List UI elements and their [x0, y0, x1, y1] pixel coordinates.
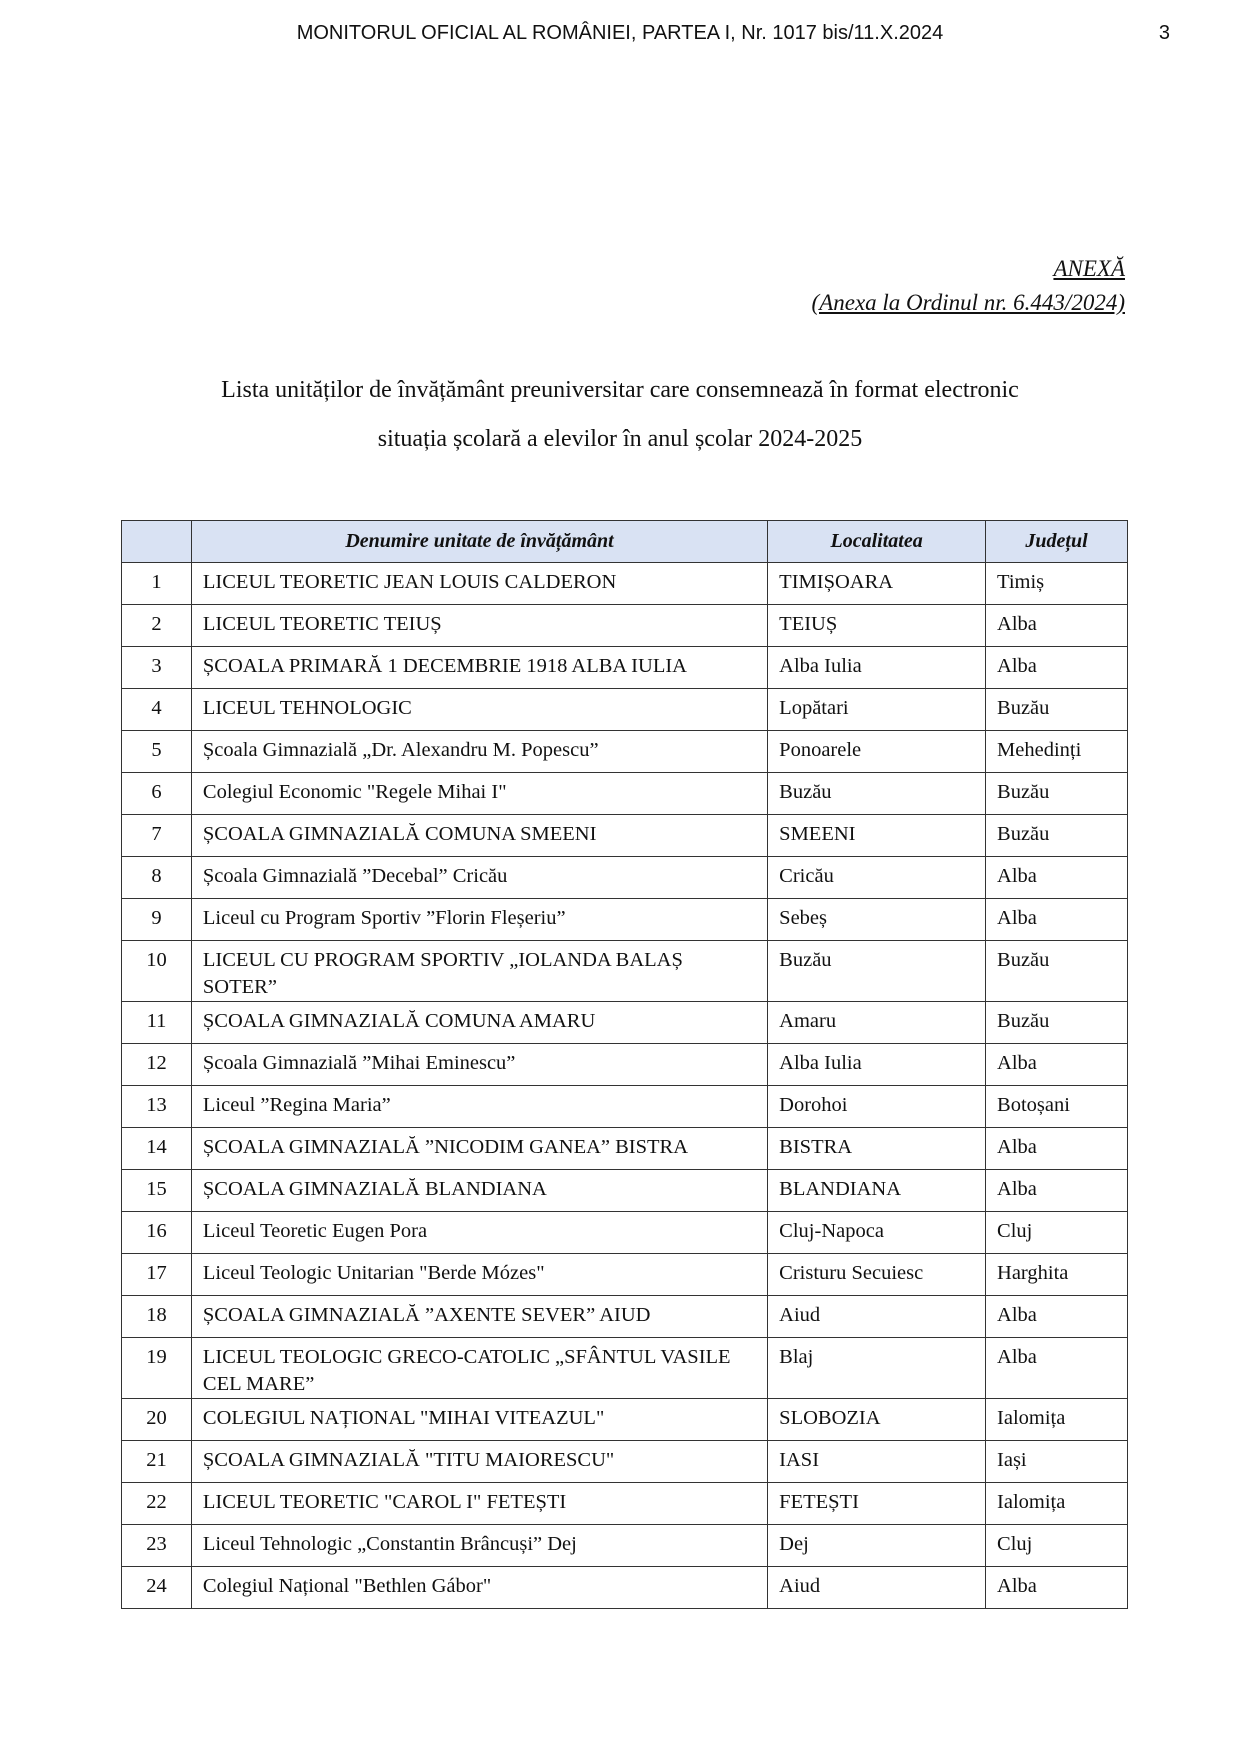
table-row	[122, 899, 1128, 941]
table-row	[122, 563, 1128, 605]
county-cell: Harghita	[986, 1254, 1128, 1296]
locality-cell: Cluj-Napoca	[768, 1212, 986, 1254]
locality-cell: Buzău	[768, 773, 986, 815]
publication-title: MONITORUL OFICIAL AL ROMÂNIEI, PARTEA I, Nr. 1017 bis/11.X.2024	[296, 22, 944, 44]
locality-cell: Aiud	[768, 1567, 986, 1609]
locality-cell: Alba Iulia	[768, 647, 986, 689]
table-row	[122, 1567, 1128, 1609]
row-number: 9	[122, 899, 192, 941]
locality-cell: BISTRA	[768, 1128, 986, 1170]
county-cell: Buzău	[986, 689, 1128, 731]
document-title-line-1: Lista unităților de învățământ preuniversitar care consemnează în format electronic	[221, 377, 1019, 403]
table-row	[122, 1399, 1128, 1441]
county-cell: Botoșani	[986, 1086, 1128, 1128]
locality-cell: Amaru	[768, 1002, 986, 1044]
locality-cell: BLANDIANA	[768, 1170, 986, 1212]
unit-name-cell: Școala Gimnazială ”Mihai Eminescu”	[191, 1044, 767, 1086]
table-row	[122, 1128, 1128, 1170]
locality-cell: IASI	[768, 1441, 986, 1483]
county-cell: Cluj	[986, 1525, 1128, 1567]
page-number: 3	[1158, 22, 1170, 44]
row-number: 8	[122, 857, 192, 899]
county-cell: Buzău	[986, 773, 1128, 815]
header-locality: Localitatea	[768, 521, 986, 563]
locality-cell: Ponoarele	[768, 731, 986, 773]
county-cell: Buzău	[986, 941, 1128, 1002]
table-header-row	[122, 521, 1128, 563]
unit-name-cell: ȘCOALA GIMNAZIALĂ "TITU MAIORESCU"	[191, 1441, 767, 1483]
table-row	[122, 941, 1128, 1002]
unit-name-cell: ȘCOALA GIMNAZIALĂ ”AXENTE SEVER” AIUD	[191, 1296, 767, 1338]
document-title-line-2: situația școlară a elevilor în anul școlar 2024-2025	[377, 426, 863, 452]
county-cell: Alba	[986, 1338, 1128, 1399]
county-cell: Alba	[986, 1567, 1128, 1609]
county-cell: Alba	[986, 899, 1128, 941]
unit-name-cell: ȘCOALA GIMNAZIALĂ ”NICODIM GANEA” BISTRA	[191, 1128, 767, 1170]
locality-cell: Blaj	[768, 1338, 986, 1399]
table-row	[122, 857, 1128, 899]
county-cell: Alba	[986, 1044, 1128, 1086]
unit-name-cell: COLEGIUL NAȚIONAL "MIHAI VITEAZUL"	[191, 1399, 767, 1441]
table-row	[122, 773, 1128, 815]
unit-name-cell: Școala Gimnazială „Dr. Alexandru M. Popescu”	[191, 731, 767, 773]
document-title	[120, 366, 1120, 464]
annex-label: ANEXĂ	[1053, 256, 1125, 281]
row-number: 23	[122, 1525, 192, 1567]
table-row	[122, 1254, 1128, 1296]
table-row	[122, 1296, 1128, 1338]
unit-name-cell: Liceul Teoretic Eugen Pora	[191, 1212, 767, 1254]
row-number: 19	[122, 1338, 192, 1399]
unit-name-cell: Liceul Tehnologic „Constantin Brâncuși” Dej	[191, 1525, 767, 1567]
table-row	[122, 647, 1128, 689]
locality-cell: Dorohoi	[768, 1086, 986, 1128]
unit-name-cell: LICEUL TEOLOGIC GRECO-CATOLIC „SFÂNTUL VASILE CEL MARE”	[191, 1338, 767, 1399]
locality-cell: SMEENI	[768, 815, 986, 857]
row-number: 10	[122, 941, 192, 1002]
unit-name-cell: ȘCOALA GIMNAZIALĂ COMUNA SMEENI	[191, 815, 767, 857]
row-number: 20	[122, 1399, 192, 1441]
table-row	[122, 815, 1128, 857]
unit-name-cell: LICEUL CU PROGRAM SPORTIV „IOLANDA BALAȘ SOTER”	[191, 941, 767, 1002]
row-number: 21	[122, 1441, 192, 1483]
county-cell: Mehedinți	[986, 731, 1128, 773]
locality-cell: Cristuru Secuiesc	[768, 1254, 986, 1296]
table-row	[122, 731, 1128, 773]
table-row	[122, 1212, 1128, 1254]
county-cell: Buzău	[986, 815, 1128, 857]
table-row	[122, 1483, 1128, 1525]
row-number: 1	[122, 563, 192, 605]
locality-cell: Buzău	[768, 941, 986, 1002]
annex-block	[812, 252, 1125, 320]
header-number	[122, 521, 192, 563]
row-number: 22	[122, 1483, 192, 1525]
unit-name-cell: Liceul Teologic Unitarian "Berde Mózes"	[191, 1254, 767, 1296]
table-row	[122, 689, 1128, 731]
row-number: 18	[122, 1296, 192, 1338]
locality-cell: Sebeș	[768, 899, 986, 941]
row-number: 5	[122, 731, 192, 773]
row-number: 11	[122, 1002, 192, 1044]
unit-name-cell: Liceul cu Program Sportiv ”Florin Fleșeriu”	[191, 899, 767, 941]
unit-name-cell: ȘCOALA GIMNAZIALĂ BLANDIANA	[191, 1170, 767, 1212]
county-cell: Buzău	[986, 1002, 1128, 1044]
row-number: 15	[122, 1170, 192, 1212]
unit-name-cell: Colegiul Național "Bethlen Gábor"	[191, 1567, 767, 1609]
row-number: 24	[122, 1567, 192, 1609]
row-number: 14	[122, 1128, 192, 1170]
unit-name-cell: Colegiul Economic "Regele Mihai I"	[191, 773, 767, 815]
locality-cell: Lopătari	[768, 689, 986, 731]
unit-name-cell: Liceul ”Regina Maria”	[191, 1086, 767, 1128]
locality-cell: TIMIȘOARA	[768, 563, 986, 605]
annex-reference: (Anexa la Ordinul nr. 6.443/2024)	[811, 290, 1125, 315]
row-number: 2	[122, 605, 192, 647]
unit-name-cell: LICEUL TEORETIC "CAROL I" FETEȘTI	[191, 1483, 767, 1525]
row-number: 16	[122, 1212, 192, 1254]
locality-cell: Cricău	[768, 857, 986, 899]
row-number: 13	[122, 1086, 192, 1128]
unit-name-cell: LICEUL TEHNOLOGIC	[191, 689, 767, 731]
table-row	[122, 1044, 1128, 1086]
table-row	[122, 605, 1128, 647]
county-cell: Alba	[986, 1296, 1128, 1338]
county-cell: Cluj	[986, 1212, 1128, 1254]
county-cell: Alba	[986, 857, 1128, 899]
locality-cell: TEIUȘ	[768, 605, 986, 647]
unit-name-cell: ȘCOALA PRIMARĂ 1 DECEMBRIE 1918 ALBA IULIA	[191, 647, 767, 689]
page-header	[0, 22, 1240, 52]
county-cell: Alba	[986, 1170, 1128, 1212]
table-row	[122, 1170, 1128, 1212]
locality-cell: FETEȘTI	[768, 1483, 986, 1525]
row-number: 4	[122, 689, 192, 731]
header-unit-name: Denumire unitate de învățământ	[191, 521, 767, 563]
header-county: Județul	[986, 521, 1128, 563]
unit-name-cell: LICEUL TEORETIC TEIUȘ	[191, 605, 767, 647]
county-cell: Ialomița	[986, 1399, 1128, 1441]
locality-cell: Alba Iulia	[768, 1044, 986, 1086]
row-number: 3	[122, 647, 192, 689]
county-cell: Alba	[986, 647, 1128, 689]
county-cell: Ialomița	[986, 1483, 1128, 1525]
table-row	[122, 1338, 1128, 1399]
schools-table	[121, 520, 1128, 1609]
county-cell: Timiș	[986, 563, 1128, 605]
row-number: 17	[122, 1254, 192, 1296]
unit-name-cell: LICEUL TEORETIC JEAN LOUIS CALDERON	[191, 563, 767, 605]
locality-cell: Dej	[768, 1525, 986, 1567]
locality-cell: Aiud	[768, 1296, 986, 1338]
locality-cell: SLOBOZIA	[768, 1399, 986, 1441]
row-number: 7	[122, 815, 192, 857]
unit-name-cell: ȘCOALA GIMNAZIALĂ COMUNA AMARU	[191, 1002, 767, 1044]
county-cell: Alba	[986, 1128, 1128, 1170]
county-cell: Alba	[986, 605, 1128, 647]
unit-name-cell: Școala Gimnazială ”Decebal” Cricău	[191, 857, 767, 899]
county-cell: Iași	[986, 1441, 1128, 1483]
row-number: 6	[122, 773, 192, 815]
table-row	[122, 1441, 1128, 1483]
table-row	[122, 1002, 1128, 1044]
row-number: 12	[122, 1044, 192, 1086]
table-row	[122, 1086, 1128, 1128]
table-row	[122, 1525, 1128, 1567]
